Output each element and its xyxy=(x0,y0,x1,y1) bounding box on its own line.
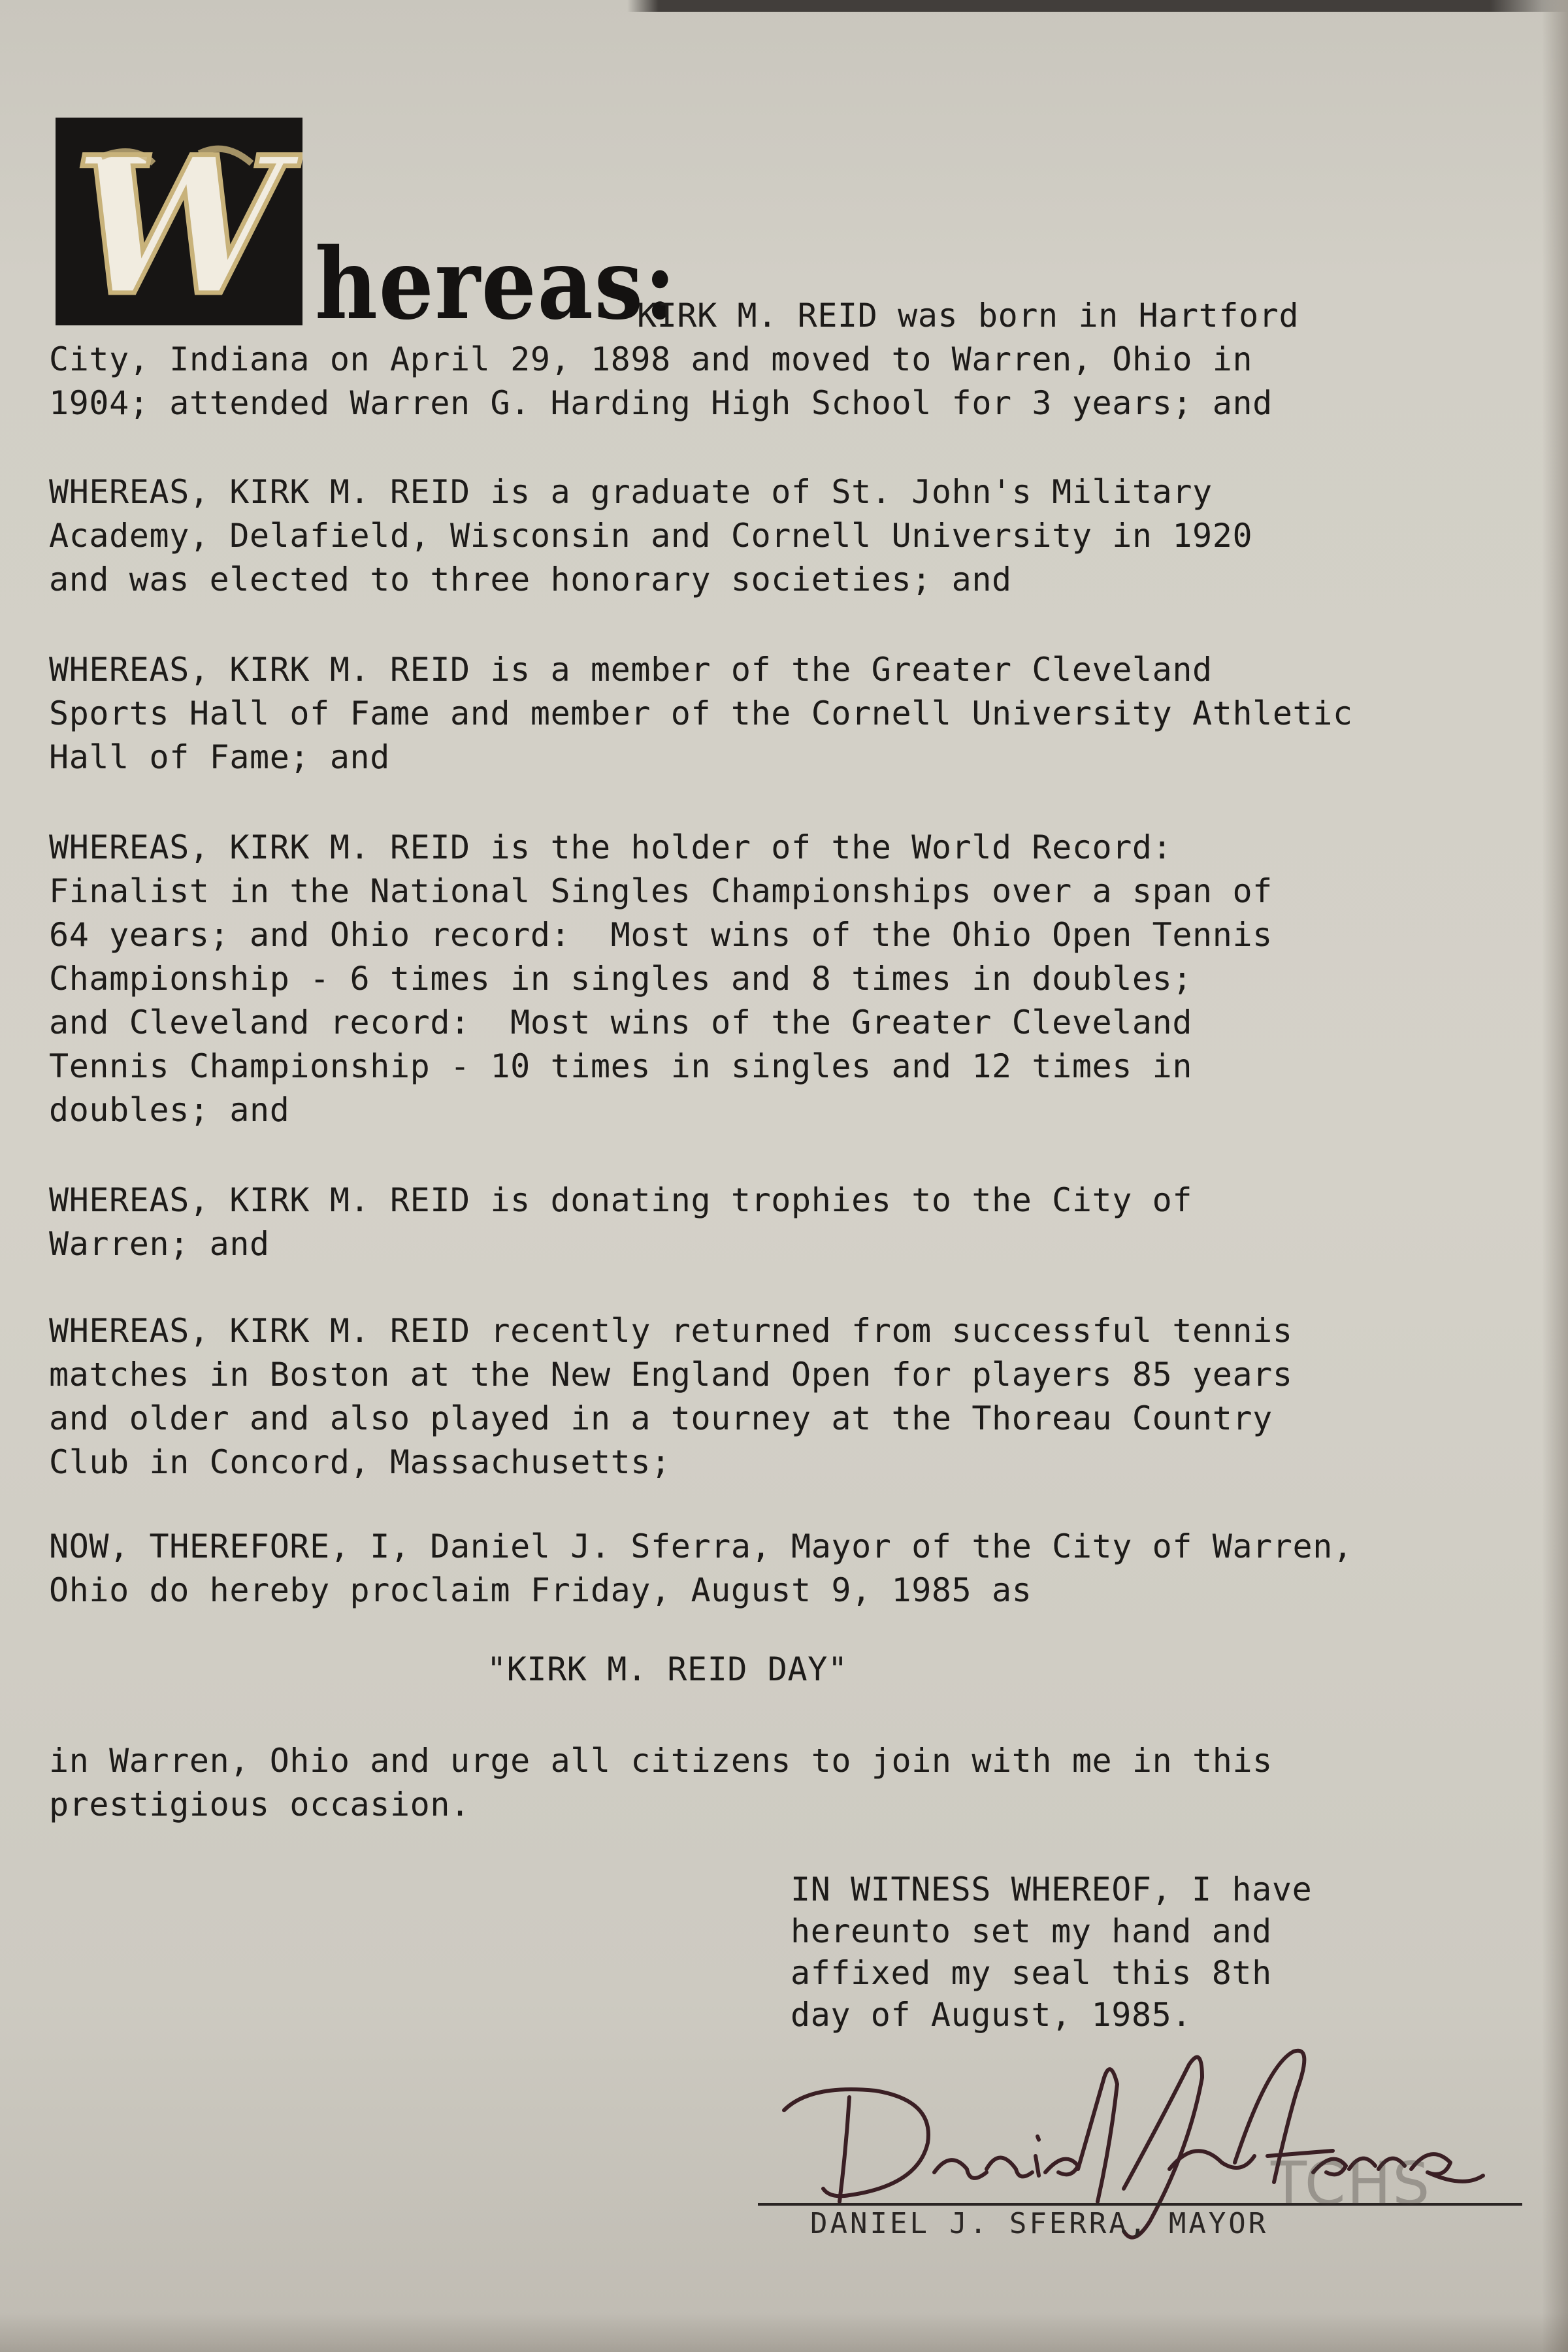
paragraph-line: matches in Boston at the New England Open for players 85 years xyxy=(49,1356,1293,1394)
witness-line: hereunto set my hand and xyxy=(791,1912,1272,1950)
paragraph-line: WHEREAS, KIRK M. REID is the holder of the World Record: xyxy=(49,828,1173,866)
proclaimed-day: "KIRK M. REID DAY" xyxy=(487,1650,848,1688)
paragraph-line: NOW, THEREFORE, I, Daniel J. Sferra, Mayor of the City of Warren, xyxy=(49,1527,1353,1565)
paragraph-line: and Cleveland record: Most wins of the Greater Cleveland xyxy=(49,1004,1193,1041)
paragraph-line: City, Indiana on April 29, 1898 and moved to Warren, Ohio in xyxy=(49,340,1253,378)
paragraph-line: 64 years; and Ohio record: Most wins of the Ohio Open Tennis xyxy=(49,916,1273,954)
closing-line: prestigious occasion. xyxy=(49,1786,470,1823)
paragraph-line: Ohio do hereby proclaim Friday, August 9, 1985 as xyxy=(49,1571,1032,1609)
frame-shadow-bottom xyxy=(0,2313,1568,2352)
heading-whereas: hereas: xyxy=(315,227,678,342)
paragraph-line: Finalist in the National Singles Championships over a span of xyxy=(49,872,1273,910)
paragraph-line: Warren; and xyxy=(49,1225,270,1263)
paragraph-line: Hall of Fame; and xyxy=(49,738,390,776)
paragraph-line: WHEREAS, KIRK M. REID is donating trophies to the City of xyxy=(49,1181,1193,1219)
svg-text:W: W xyxy=(73,118,286,325)
paragraph-line: KIRK M. REID was born in Hartford xyxy=(637,297,1299,335)
paragraph-line: and older and also played in a tourney at the Thoreau Country xyxy=(49,1399,1273,1437)
paragraph-line: Academy, Delafield, Wisconsin and Cornell University in 1920 xyxy=(49,517,1253,555)
witness-line: day of August, 1985. xyxy=(791,1996,1192,2034)
paragraph-line: WHEREAS, KIRK M. REID recently returned from successful tennis xyxy=(49,1312,1293,1350)
signatory-name: DANIEL J. SFERRA, MAYOR xyxy=(810,2207,1269,2240)
paragraph-line: Sports Hall of Fame and member of the Cornell University Athletic xyxy=(49,694,1353,732)
paragraph-line: and was elected to three honorary societies; and xyxy=(49,561,1012,598)
witness-line: IN WITNESS WHEREOF, I have xyxy=(791,1870,1313,1908)
paragraph-line: WHEREAS, KIRK M. REID is a graduate of St. John's Military xyxy=(49,473,1213,511)
paragraph-line: Tennis Championship - 10 times in singles and 12 times in xyxy=(49,1047,1193,1085)
paragraph-line: WHEREAS, KIRK M. REID is a member of the Greater Cleveland xyxy=(49,651,1213,689)
watermark: TCHS xyxy=(1271,2149,1431,2218)
paragraph-line: 1904; attended Warren G. Harding High School for 3 years; and xyxy=(49,384,1273,422)
dropcap-w xyxy=(56,118,302,325)
witness-line: affixed my seal this 8th xyxy=(791,1954,1272,1992)
paragraph-line: doubles; and xyxy=(49,1091,290,1129)
closing-line: in Warren, Ohio and urge all citizens to join with me in this xyxy=(49,1742,1273,1780)
paragraph-line: Club in Concord, Massachusetts; xyxy=(49,1443,671,1481)
paragraph-line: Championship - 6 times in singles and 8 times in doubles; xyxy=(49,960,1193,998)
frame-shadow-right xyxy=(1542,0,1568,2352)
top-frame-edge xyxy=(0,0,1568,12)
